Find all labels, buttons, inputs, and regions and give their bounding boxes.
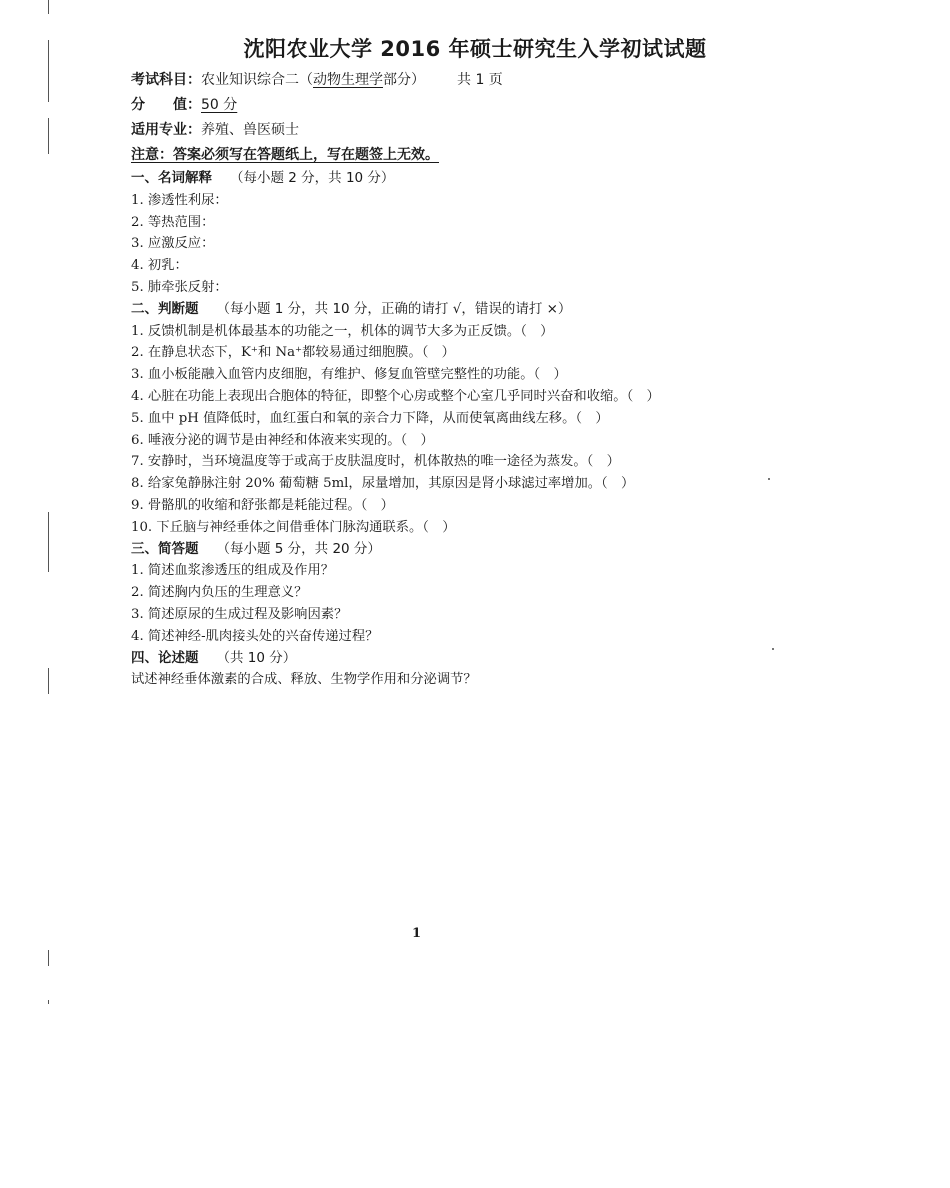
question-item: 3. 血小板能融入血管内皮细胞，有维护、修复血管壁完整性的功能。（ ）	[131, 367, 567, 383]
question-item: 4. 初乳：	[131, 258, 188, 274]
section-heading	[131, 299, 891, 321]
section-title: 一、名词解释	[131, 170, 212, 186]
binding-margin-marks	[46, 0, 52, 1188]
question-item: 7. 安静时，当环境温度等于或高于皮肤温度时，机体散热的唯一途径为蒸发。（ ）	[131, 454, 620, 470]
question-item: 4. 心脏在功能上表现出合胞体的特征，即整个心房或整个心室几乎同时兴奋和收缩。（ ）	[131, 388, 660, 404]
question-item: 1. 简述血浆渗透压的组成及作用？	[131, 563, 335, 579]
question-item: 2. 等热范围：	[131, 214, 215, 230]
major-label: 适用专业：	[131, 122, 201, 138]
page-number: 1	[412, 926, 422, 941]
score-value: 50 分	[201, 97, 238, 113]
question-item: 2. 在静息状态下，K⁺和 Na⁺都较易通过细胞膜。（ ）	[131, 345, 455, 361]
question-item: 3. 应激反应：	[131, 236, 215, 252]
page-count: 共 1 页	[457, 72, 503, 88]
question-item: 9. 骨骼肌的收缩和舒张都是耗能过程。（ ）	[131, 497, 394, 513]
question-item: 6. 唾液分泌的调节是由神经和体液来实现的。（ ）	[131, 432, 434, 448]
question-item: 5. 肺牵张反射：	[131, 279, 228, 295]
exam-score-line	[131, 93, 891, 118]
exam-title: 沈阳农业大学 2016 年硕士研究生入学初试试题	[243, 37, 707, 61]
section-note: （每小题 2 分，共 10 分）	[230, 170, 395, 186]
question-item: 试述神经垂体激素的合成、释放、生物学作用和分泌调节？	[131, 672, 477, 688]
question-item: 3. 简述原尿的生成过程及影响因素？	[131, 606, 348, 622]
question-item: 1. 渗透性利尿：	[131, 192, 228, 208]
subject-label: 考试科目：	[131, 72, 201, 88]
subject-value-underlined: 动物生理学	[313, 72, 383, 88]
question-sections	[131, 168, 891, 691]
section-title: 四、论述题	[131, 649, 199, 666]
major-value: 养殖、兽医硕士	[201, 122, 299, 138]
question-item: 2. 简述胸内负压的生理意义？	[131, 585, 308, 601]
section-heading	[131, 168, 891, 190]
exam-major-line	[131, 118, 891, 143]
subject-value-suffix: 部分）	[383, 72, 425, 88]
section-note: （每小题 5 分，共 20 分）	[216, 540, 381, 557]
question-item: 4. 简述神经-肌肉接头处的兴奋传递过程？	[131, 628, 379, 644]
exam-notice: 注意：答案必须写在答题纸上，写在题签上无效。	[131, 147, 439, 163]
exam-content	[131, 68, 891, 691]
subject-value-prefix: 农业知识综合二（	[201, 72, 313, 88]
question-item: 8. 给家兔静脉注射 20% 葡萄糖 5ml，尿量增加，其原因是肾小球滤过率增加。（ ）	[131, 476, 635, 492]
section-title: 三、简答题	[131, 540, 199, 557]
section-note: （共 10 分）	[216, 649, 297, 666]
question-item: 5. 血中 pH 值降低时，血红蛋白和氧的亲合力下降，从而使氧离曲线左移。（ ）	[131, 410, 609, 426]
section-title: 二、判断题	[131, 300, 199, 317]
section-heading	[131, 539, 891, 561]
score-label: 分 值：	[131, 97, 201, 113]
exam-subject-line	[131, 68, 891, 93]
section-note: （每小题 1 分，共 10 分，正确的请打 √，错误的请打 ×）	[216, 300, 572, 317]
question-item: 1. 反馈机制是机体最基本的功能之一，机体的调节大多为正反馈。（ ）	[131, 323, 554, 339]
question-item: 10. 下丘脑与神经垂体之间借垂体门脉沟通联系。（ ）	[131, 519, 456, 535]
section-heading	[131, 648, 891, 670]
